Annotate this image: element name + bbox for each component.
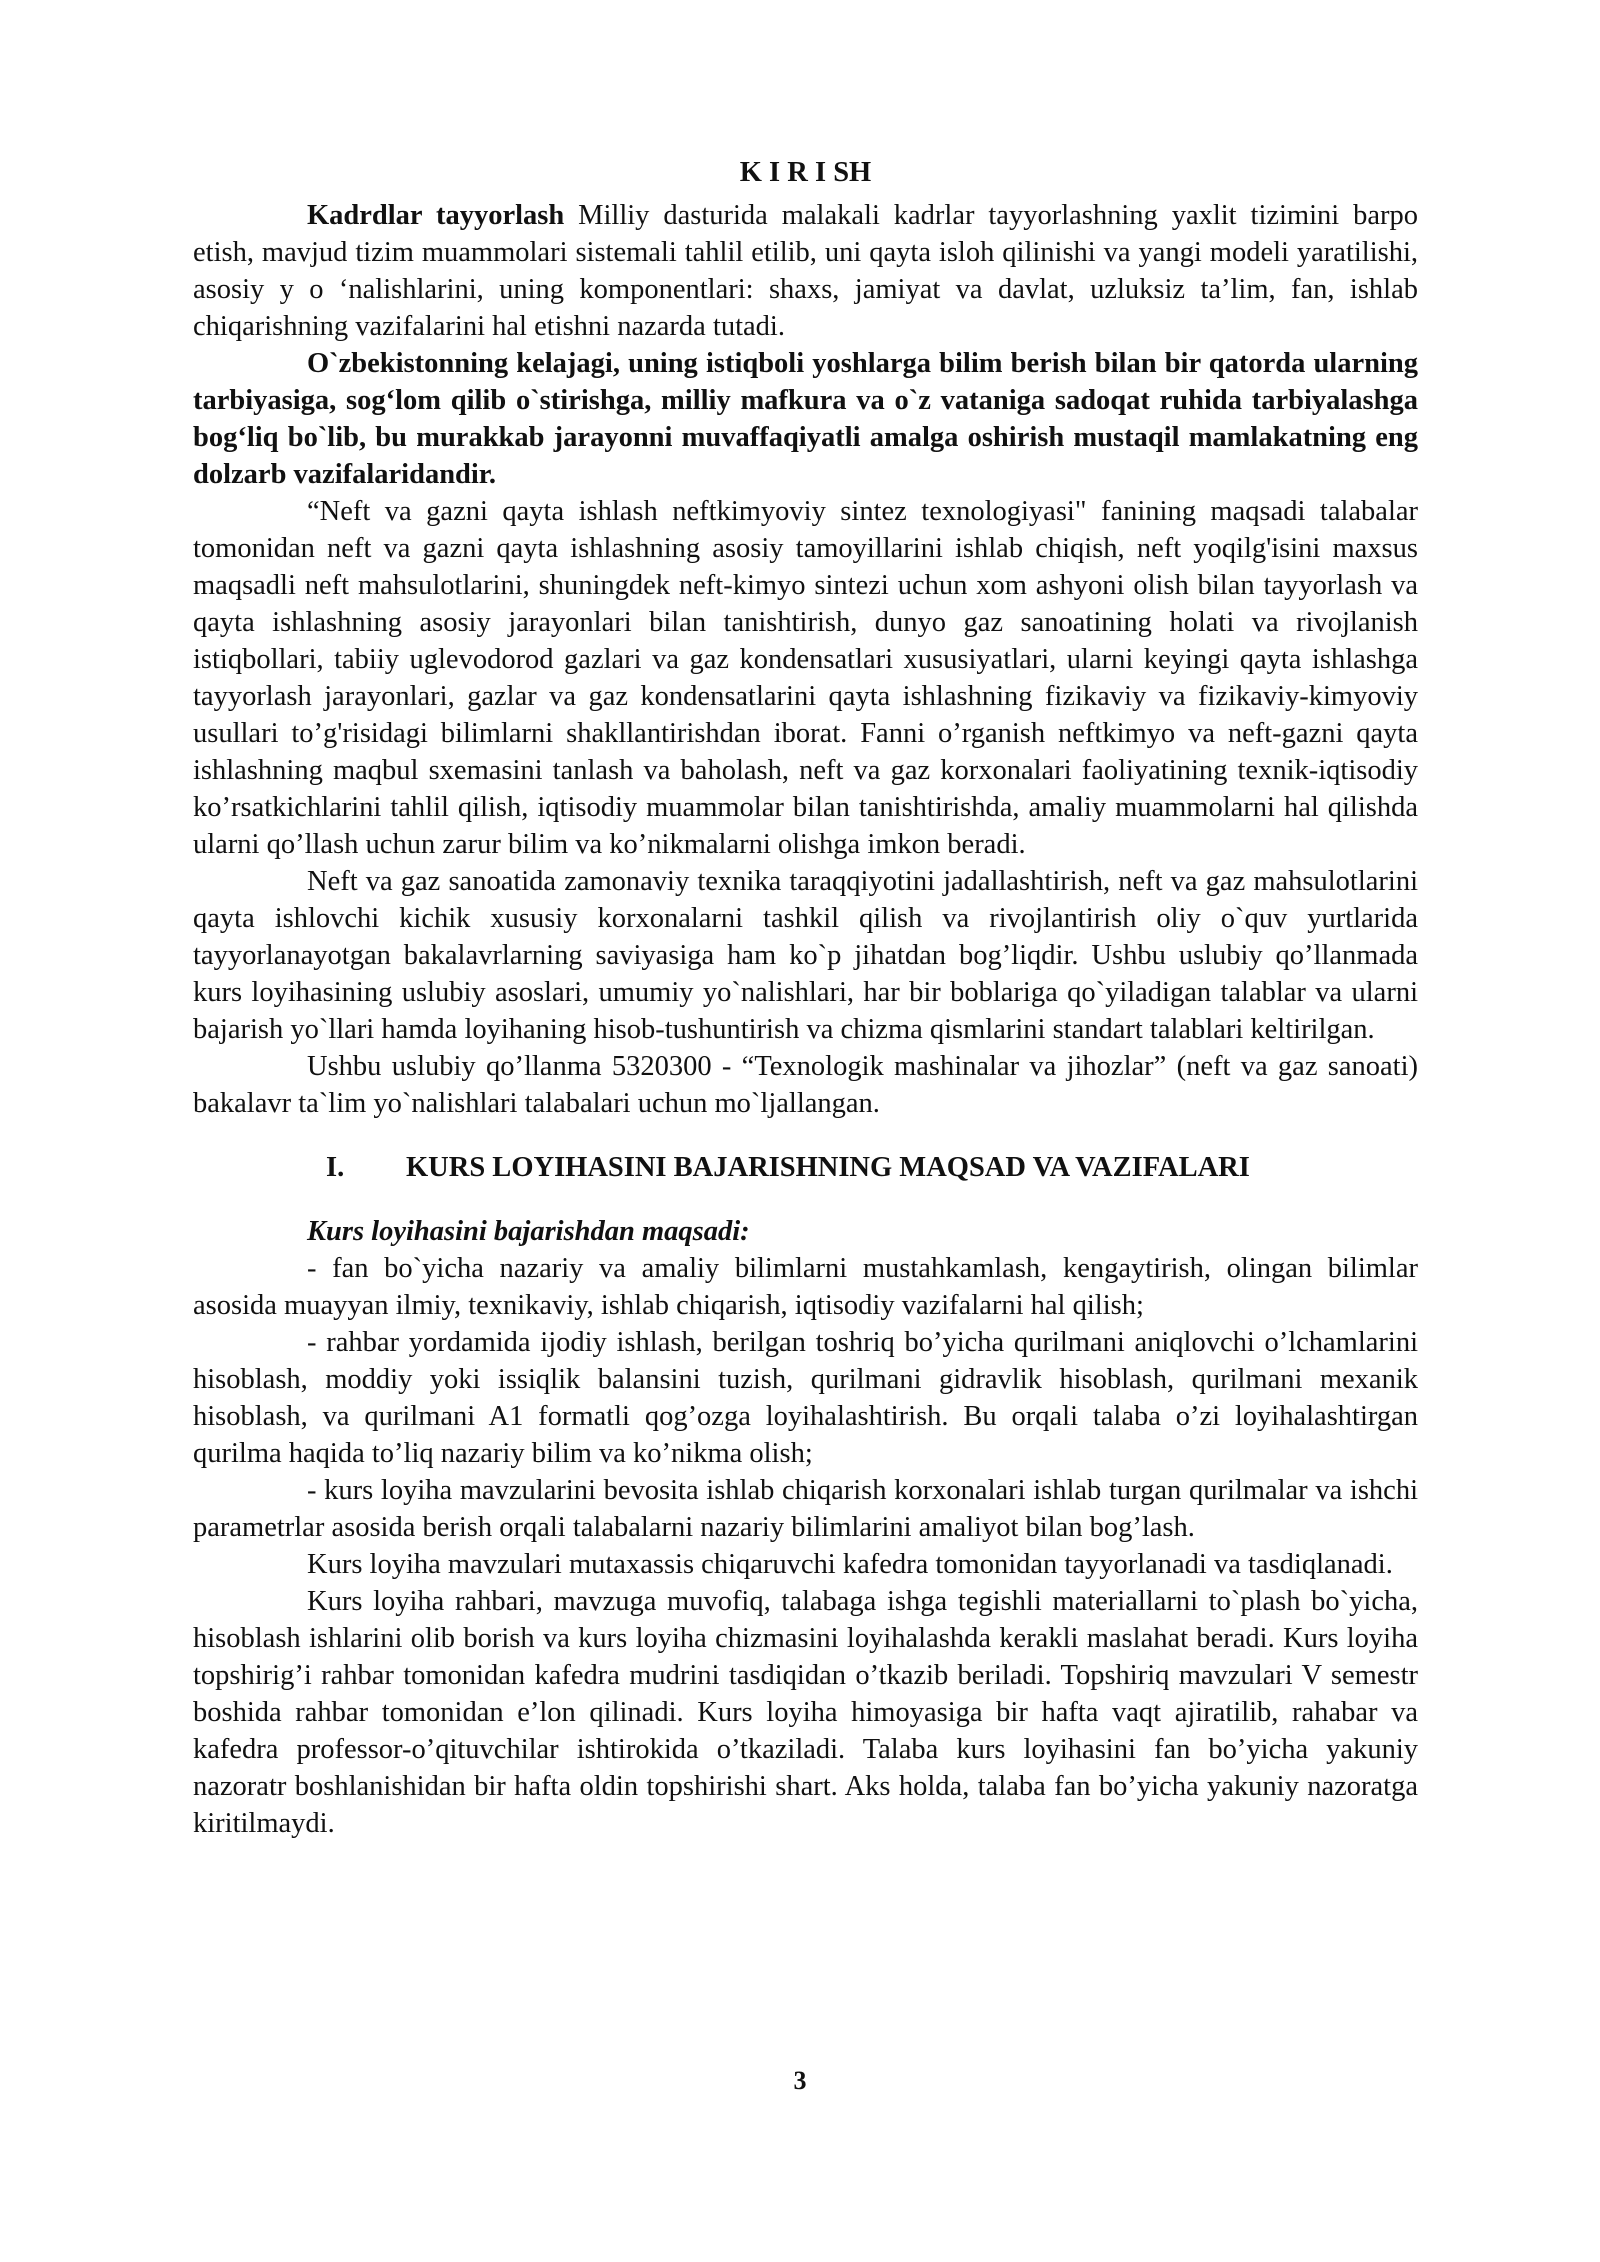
supervisor-paragraph: Kurs loyiha rahbari, mavzuga muvofiq, talabaga ishga tegishli materiallarni to`plash bo`yicha, hisoblash ishlarini olib borish va kurs loyiha chizmasini loyihalashda kerakli maslahat beradi. Kurs loyiha topshirig’i rahbar tomonidan kafedra mudrini tasdiqidan o’tkazib beriladi. Topshiriq mavzulari V semestr boshida rahbar tomonidan e’lon qilinadi. Kurs loyiha himoyasiga bir hafta vaqt ajiratilib, rahabar va kafedra professor-o’qituvchilar ishtirokida o’tkaziladi. Talaba kurs loyihasini fan bo’yicha yakuniy nazoratr boshlanishidan bir hafta oldin topshirishi shart. Aks holda, talaba fan bo’yicha yakuniy nazoratga kiritilmaydi. bbox=[193, 1586, 1418, 1839]
page-title: K I R I SH bbox=[739, 157, 872, 188]
intro-paragraph-1-text: Milliy dasturida malakali kadrlar tayyorlashning yaxlit tizimini barpo etish, mavjud tizim muammolari sistemali tahlil etilib, uni qayta isloh qilinishi va yangi modeli yaratilishi, asosiy y o ‘nalishlarini, uning komponentlari: shaxs, jamiyat va davlat, uzluksiz ta’lim, fan, ishlab chiqarishning vazifalarini hal etishni nazarda tutadi. bbox=[193, 200, 1418, 342]
page-number: 3 bbox=[793, 2066, 807, 2095]
intro-lead-text: Kadrdlar tayyorlash bbox=[307, 200, 565, 231]
intro-paragraph-1 bbox=[193, 197, 1418, 345]
intro-paragraph-2: O`zbekistonning kelajagi, uning istiqboli yoshlarga bilim berish bilan bir qatorda ularning tarbiyasiga, sog‘lom qilib o`stirishga, milliy mafkura va o`z vataniga sadoqat ruhida tarbiyalashga bog‘liq bo`lib, bu murakkab jarayonni muvaffaqiyatli amalga oshirish mustaqil mamlakatning eng dolzarb vazifalaridandir. bbox=[193, 348, 1418, 490]
intro-paragraph-5: Ushbu uslubiy qo’llanma 5320300 - “Texnologik mashinalar va jihozlar” (neft va gaz sanoati) bakalavr ta`lim yo`nalishlari talabalari uchun mo`ljallangan. bbox=[193, 1051, 1418, 1119]
goal-item-2: - rahbar yordamida ijodiy ishlash, berilgan toshriq bo’yicha qurilmani aniqlovchi o’lchamlarini hisoblash, moddiy yoki issiqlik balansini tuzish, qurilmani gidravlik hisoblash, qurilmani mexanik hisoblash, va qurilmani A1 formatli qog’ozga loyihalashtirish. Bu orqali talaba o’zi loyihalashtirgan qurilma haqida to’liq nazariy bilim va ko’nikma olish; bbox=[193, 1327, 1418, 1469]
section-heading bbox=[193, 1149, 1418, 1186]
intro-paragraph-4: Neft va gaz sanoatida zamonaviy texnika taraqqiyotini jadallashtirish, neft va gaz mahsulotlarini qayta ishlovchi kichik xususiy korxonalarni tashkil qilish va rivojlantirish oliy o`quv yurtlarida tayyorlanayotgan bakalavrlarning saviyasiga ham ko`p jihatdan bog’liqdir. Ushbu uslubiy qo’llanmada kurs loyihasining uslubiy asoslari, umumiy yo`nalishlari, har bir boblariga qo`yiladigan talablar va ularni bajarish yo`llari hamda loyihaning hisob-tushuntirish va chizma qismlarini standart talablari keltirilgan. bbox=[193, 866, 1418, 1045]
section-subheading: Kurs loyihasini bajarishdan maqsadi: bbox=[307, 1216, 750, 1247]
section-heading-text: KURS LOYIHASINI BAJARISHNING MAQSAD VA VAZIFALARI bbox=[406, 1152, 1250, 1183]
goal-item-1: - fan bo`yicha nazariy va amaliy bilimlarni mustahkamlash, kengaytirish, olingan bilimlar asosida muayyan ilmiy, texnikaviy, ishlab chiqarish, iqtisodiy vazifalarni hal qilish; bbox=[193, 1253, 1418, 1321]
topics-paragraph: Kurs loyiha mavzulari mutaxassis chiqaruvchi kafedra tomonidan tayyorlanadi va tasdiqlanadi. bbox=[307, 1549, 1393, 1580]
goal-item-3: - kurs loyiha mavzularini bevosita ishlab chiqarish korxonalari ishlab turgan qurilmalar va ishchi parametrlar asosida berish orqali talabalarni nazariy bilimlarini amaliyot bilan bog’lash. bbox=[193, 1475, 1418, 1543]
document-page bbox=[193, 150, 1418, 1842]
section-number: I. bbox=[326, 1152, 345, 1183]
intro-paragraph-3: “Neft va gazni qayta ishlash neftkimyoviy sintez texnologiyasi" fanining maqsadi talabalar tomonidan neft va gazni qayta ishlashning asosiy tamoyillarini ishlab chiqish, neft yoqilg'isini maxsus maqsadli neft mahsulotlarini, shuningdek neft-kimyo sintezi uchun xom ashyoni olish bilan tayyorlash va qayta ishlashning asosiy jarayonlari bilan tanishtirish, dunyo gaz sanoatining holati va rivojlanish istiqbollari, tabiiy uglevodorod gazlari va gaz kondensatlari xususiyatlari, ularni keyingi qayta ishlashga tayyorlash jarayonlari, gazlar va gaz kondensatlarini qayta ishlashning fizikaviy va fizikaviy-kimyoviy usullari to’g'risidagi bilimlarni shakllantirishdan iborat. Fanni o’rganish neftkimyo va neft-gazni qayta ishlashning maqbul sxemasini tanlash va baholash, neft va gaz korxonalari faoliyatining texnik-iqtisodiy ko’rsatkichlarini tahlil qilish, iqtisodiy muammolar bilan tanishtirishda, amaliy muammolarni hal qilishda ularni qo’llash uchun zarur bilim va ko’nikmalarni olishga imkon beradi. bbox=[193, 496, 1418, 860]
